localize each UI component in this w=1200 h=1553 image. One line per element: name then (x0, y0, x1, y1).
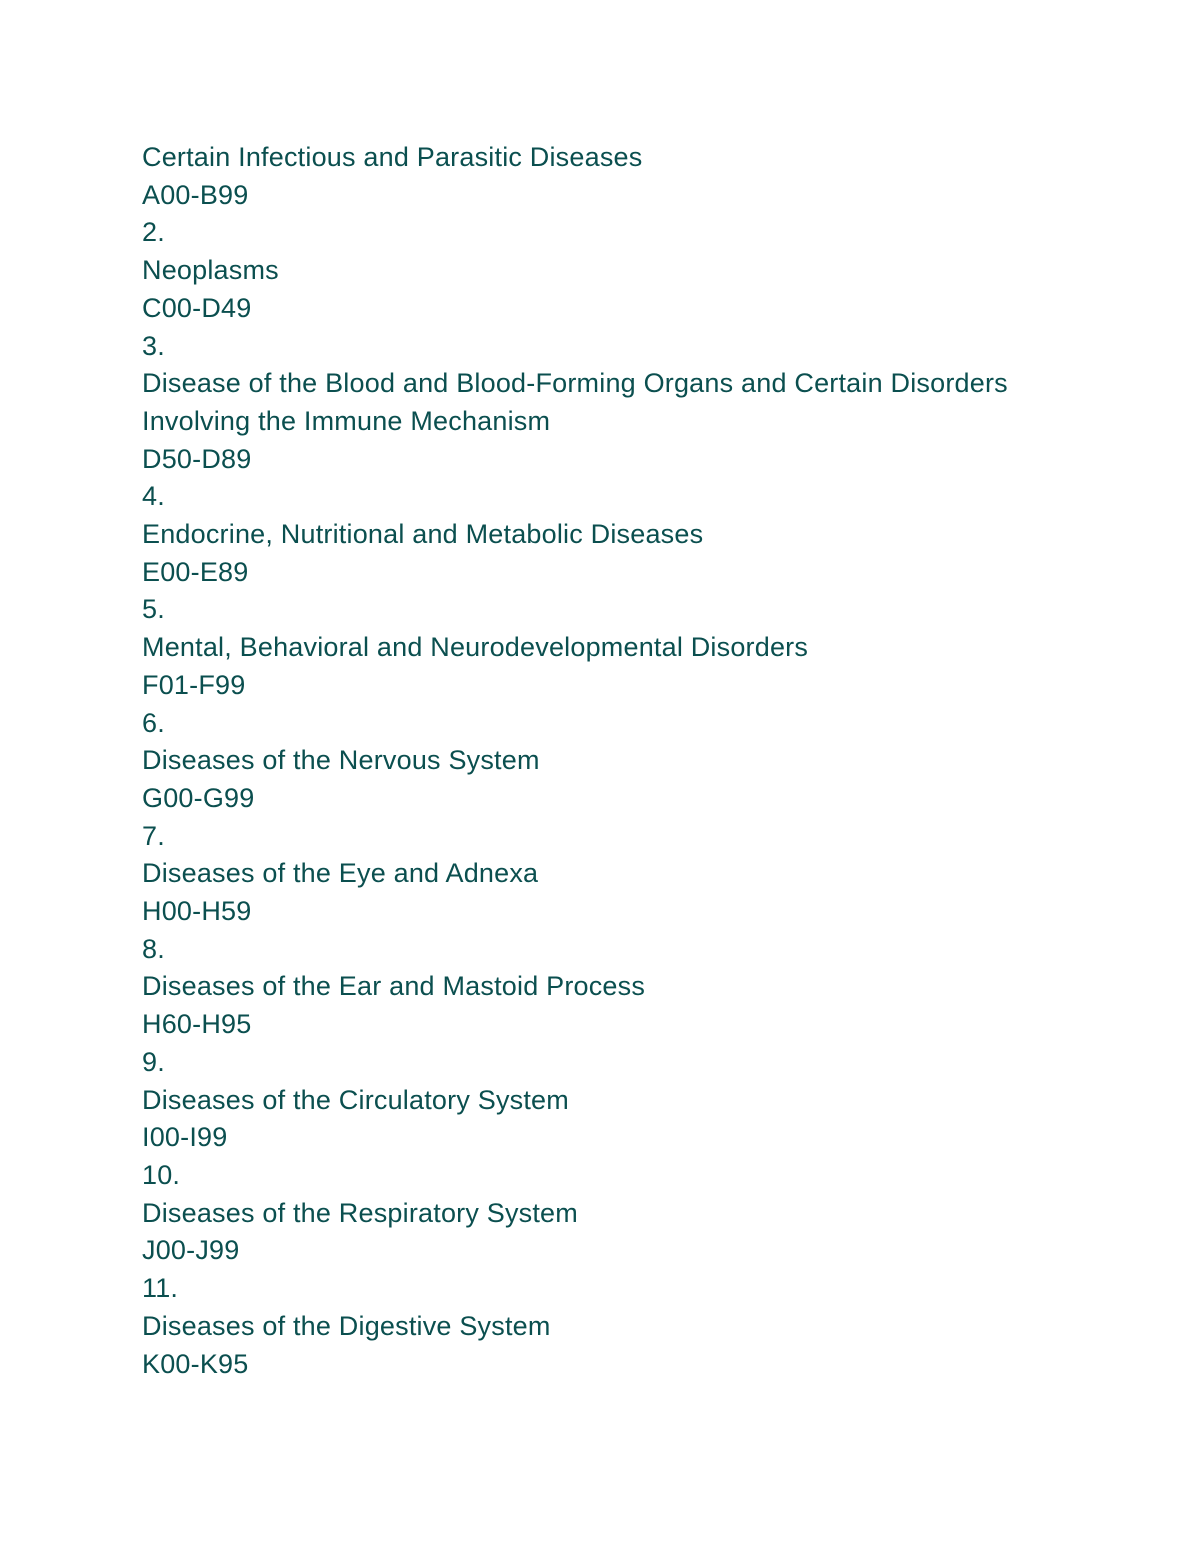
entry-code-range: J00-J99 (142, 1235, 240, 1266)
entry-code-range: H00-H59 (142, 896, 252, 927)
entry-number: 4. (142, 481, 165, 512)
entry-title: Diseases of the Respiratory System (142, 1197, 578, 1228)
entry-title: Disease of the Blood and Blood-Forming Organs and Certain Disorders (142, 368, 1008, 399)
entry-title: Diseases of the Nervous System (142, 745, 540, 776)
entry-code-range: G00-G99 (142, 782, 255, 813)
entry-number: 2. (142, 217, 165, 248)
disease-code-list (142, 139, 1142, 1383)
entry-number: 3. (142, 330, 165, 361)
entry-number: 6. (142, 707, 165, 738)
entry-title-continued: Involving the Immune Mechanism (142, 405, 551, 436)
entry-code-range: E00-E89 (142, 556, 249, 587)
entry-title: Mental, Behavioral and Neurodevelopmental Disorders (142, 632, 809, 663)
entry-title: Diseases of the Digestive System (142, 1310, 551, 1341)
entry-number: 8. (142, 933, 165, 964)
entry-title: Diseases of the Circulatory System (142, 1084, 569, 1115)
entry-code-range: D50-D89 (142, 443, 252, 474)
entry-code-range: K00-K95 (142, 1348, 249, 1379)
entry-code-range: H60-H95 (142, 1009, 252, 1040)
entry-number: 7. (142, 820, 165, 851)
entry-title: Diseases of the Eye and Adnexa (142, 858, 539, 889)
entry-title: Diseases of the Ear and Mastoid Process (142, 971, 646, 1002)
entry-code-range: F01-F99 (142, 669, 246, 700)
entry-number: 5. (142, 594, 165, 625)
entry-code-range: A00-B99 (142, 179, 249, 210)
entry-number: 10. (142, 1159, 181, 1190)
entry-number: 9. (142, 1046, 165, 1077)
entry-code-range: C00-D49 (142, 292, 252, 323)
entry-title: Endocrine, Nutritional and Metabolic Diseases (142, 519, 704, 550)
entry-title: Certain Infectious and Parasitic Diseases (142, 142, 643, 172)
entry-code-range: I00-I99 (142, 1122, 228, 1153)
entry-title: Neoplasms (142, 255, 279, 286)
entry-number: 11. (142, 1273, 179, 1304)
